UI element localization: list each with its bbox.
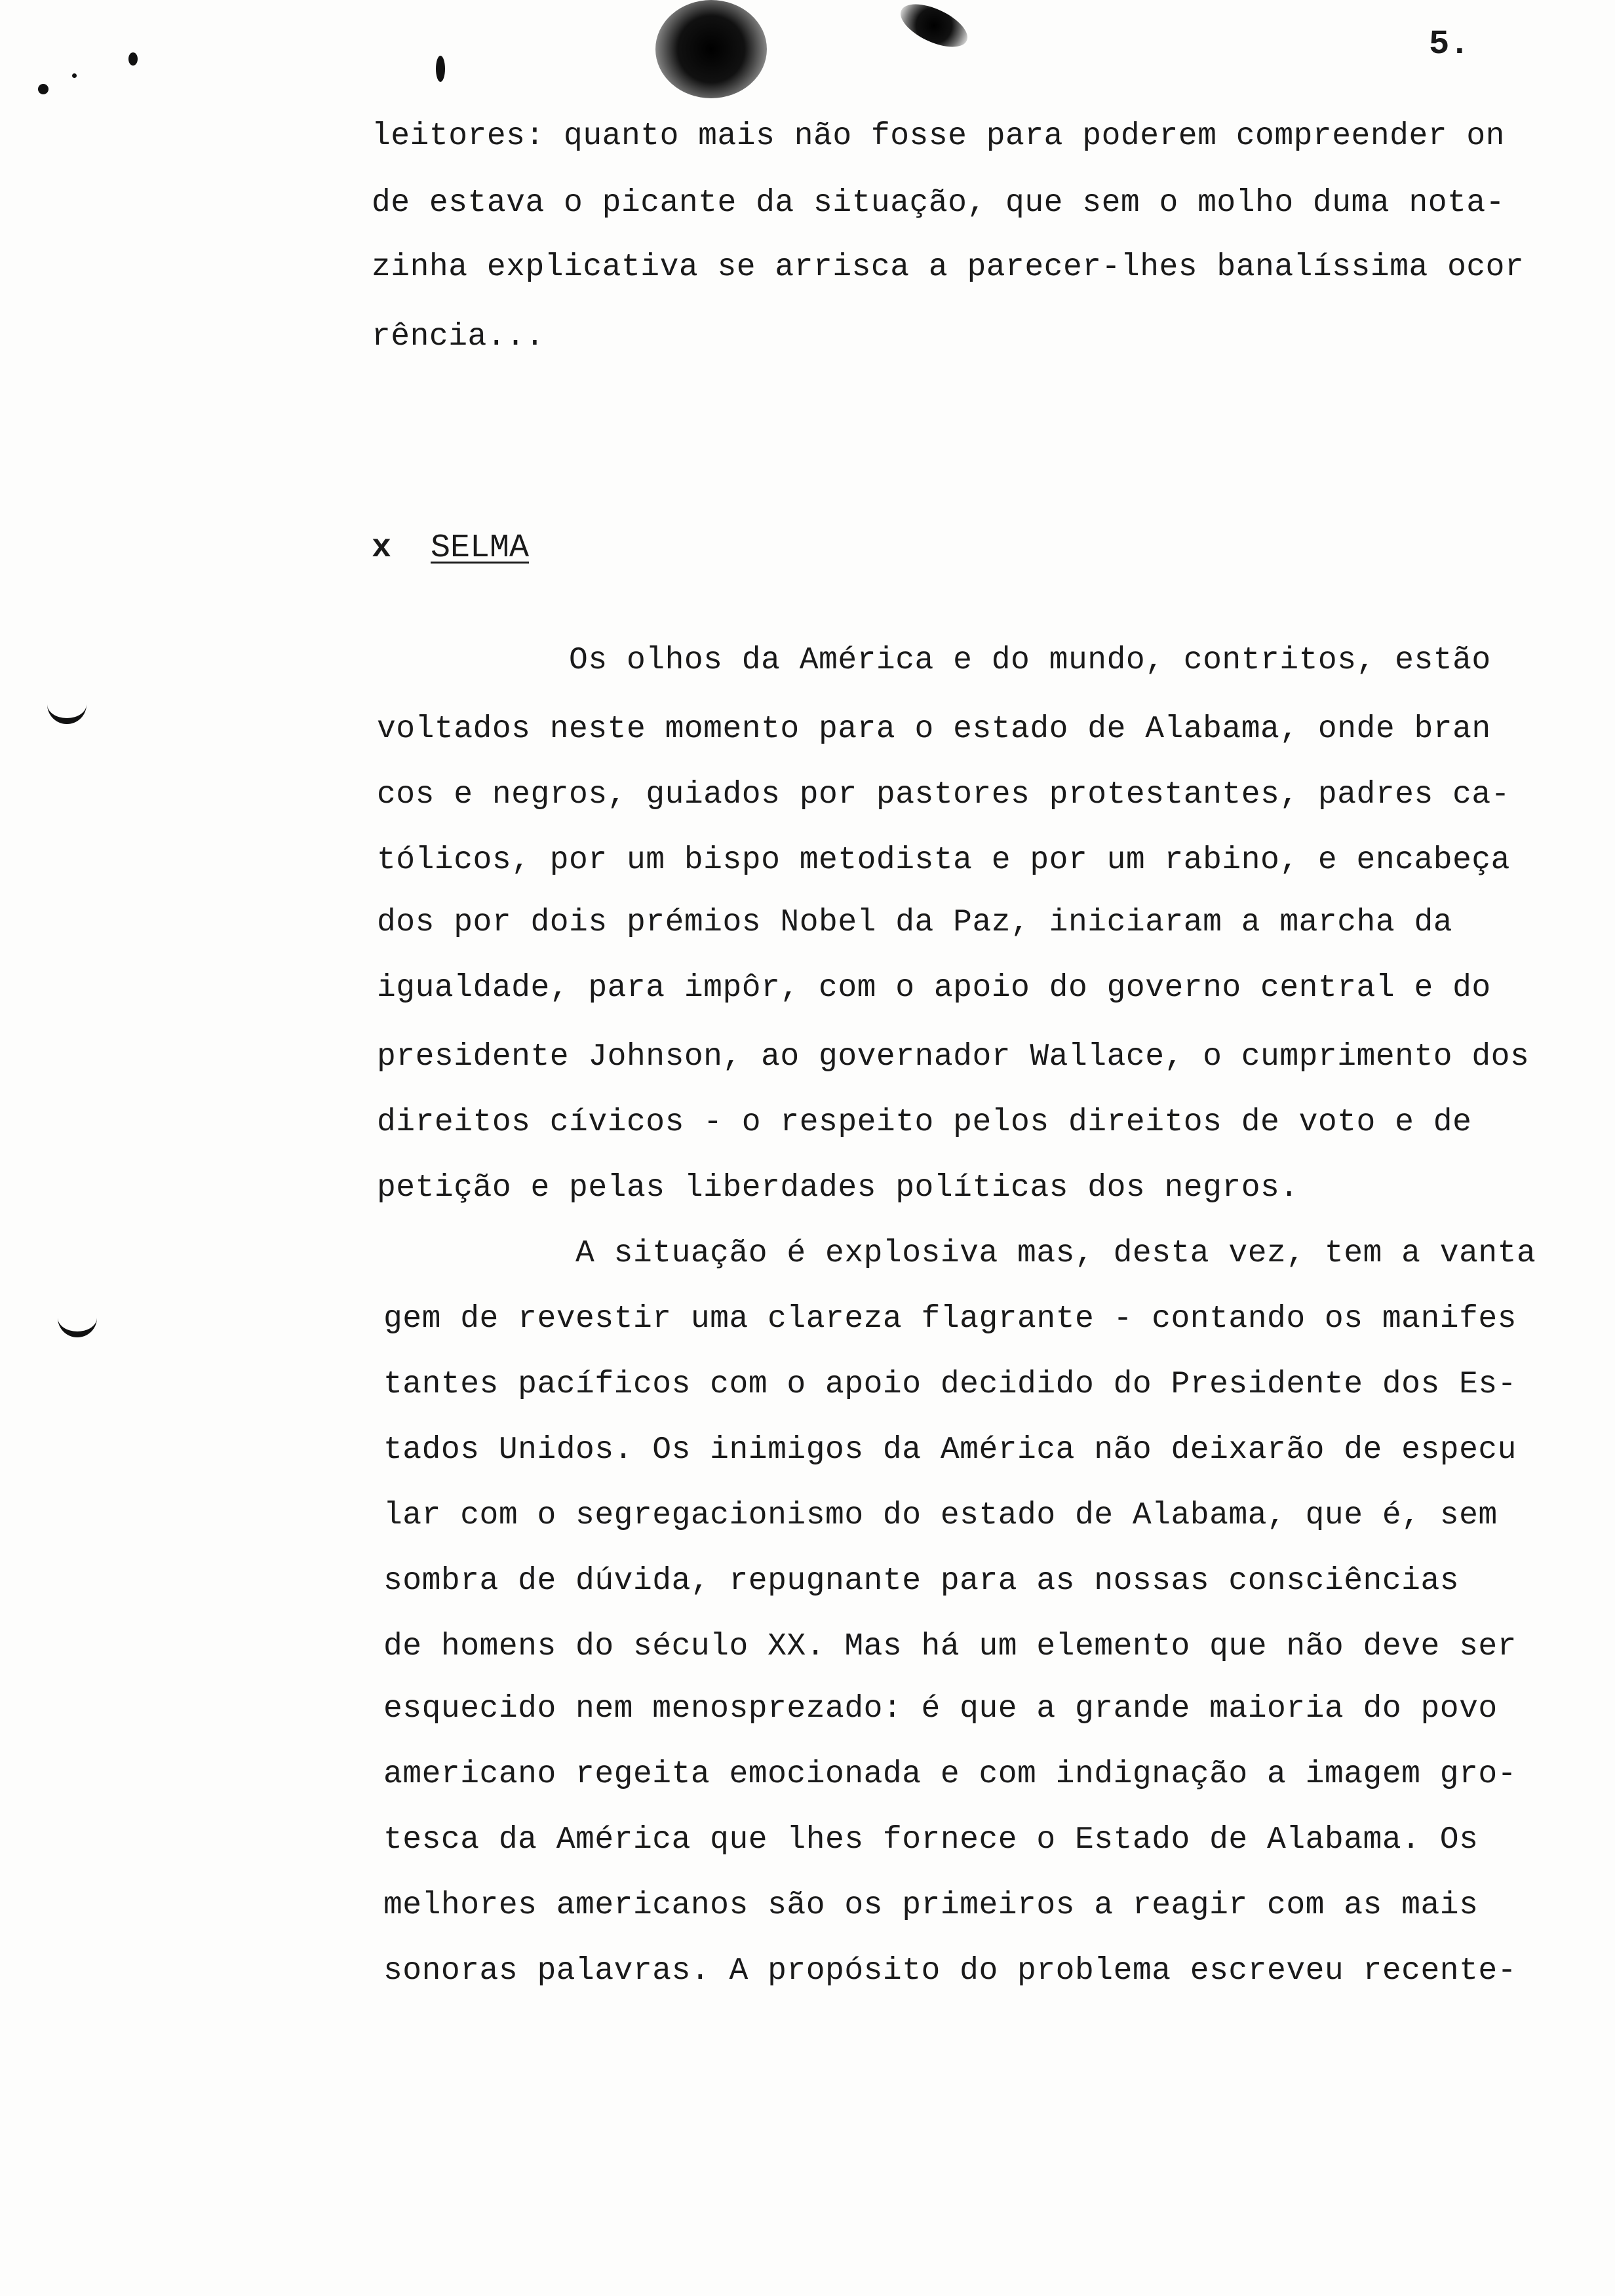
body-line: direitos cívicos - o respeito pelos direitos de voto e de (377, 1105, 1472, 1140)
body-line: esquecido nem menosprezado: é que a grande maioria do povo (383, 1691, 1498, 1727)
body-line: tesca da América que lhes fornece o Estado de Alabama. Os (383, 1822, 1479, 1858)
binder-hole-mark (58, 1308, 97, 1337)
section-title: SELMA (431, 529, 530, 567)
body-line: americano regeita emocionada e com indignação a imagem gro- (383, 1757, 1517, 1792)
page-number: 5. (1429, 25, 1470, 64)
body-line: cos e negros, guiados por pastores protestantes, padres ca- (377, 777, 1510, 813)
body-line: zinha explicativa se arrisca a parecer-lhes banalíssima ocor (372, 250, 1525, 285)
binder-hole-mark (47, 695, 87, 724)
speck-mark (128, 52, 138, 66)
body-line: Os olhos da América e do mundo, contritos, estão (377, 643, 1491, 678)
body-line: tados Unidos. Os inimigos da América não deixarão de especu (383, 1432, 1517, 1468)
body-line: dos por dois prémios Nobel da Paz, iniciaram a marcha da (377, 905, 1453, 940)
body-line: petição e pelas liberdades políticas dos negros. (377, 1170, 1299, 1206)
body-line: sombra de dúvida, repugnante para as nossas consciências (383, 1563, 1460, 1599)
body-line: leitores: quanto mais não fosse para poderem compreender on (372, 119, 1505, 154)
body-line: melhores americanos são os primeiros a reagir com as mais (383, 1888, 1479, 1923)
speck-mark (38, 84, 49, 94)
body-line: tólicos, por um bispo metodista e por um rabino, e encabeça (377, 843, 1510, 878)
body-line: tantes pacíficos com o apoio decidido do Presidente dos Es- (383, 1367, 1517, 1402)
section-heading (372, 529, 529, 567)
ink-blot-mark (655, 0, 767, 98)
body-line: lar com o segregacionismo do estado de Alabama, que é, sem (383, 1498, 1498, 1533)
body-line: gem de revestir uma clareza flagrante - contando os manifes (383, 1301, 1517, 1337)
speck-mark (436, 56, 445, 82)
body-line: A situação é explosiva mas, desta vez, tem a vanta (383, 1236, 1536, 1271)
ink-smudge-mark (895, 0, 974, 56)
body-line: rência... (372, 319, 545, 354)
body-line: sonoras palavras. A propósito do problema escreveu recente- (383, 1953, 1517, 1989)
body-line: voltados neste momento para o estado de Alabama, onde bran (377, 712, 1491, 747)
body-line: presidente Johnson, ao governador Wallace, o cumprimento dos (377, 1039, 1530, 1075)
speck-mark (72, 73, 77, 78)
body-line: de homens do século XX. Mas há um elemento que não deve ser (383, 1629, 1517, 1664)
body-line: de estava o picante da situação, que sem o molho duma nota- (372, 185, 1505, 221)
body-line: igualdade, para impôr, com o apoio do governo central e do (377, 970, 1491, 1006)
section-marker: x (372, 529, 392, 567)
